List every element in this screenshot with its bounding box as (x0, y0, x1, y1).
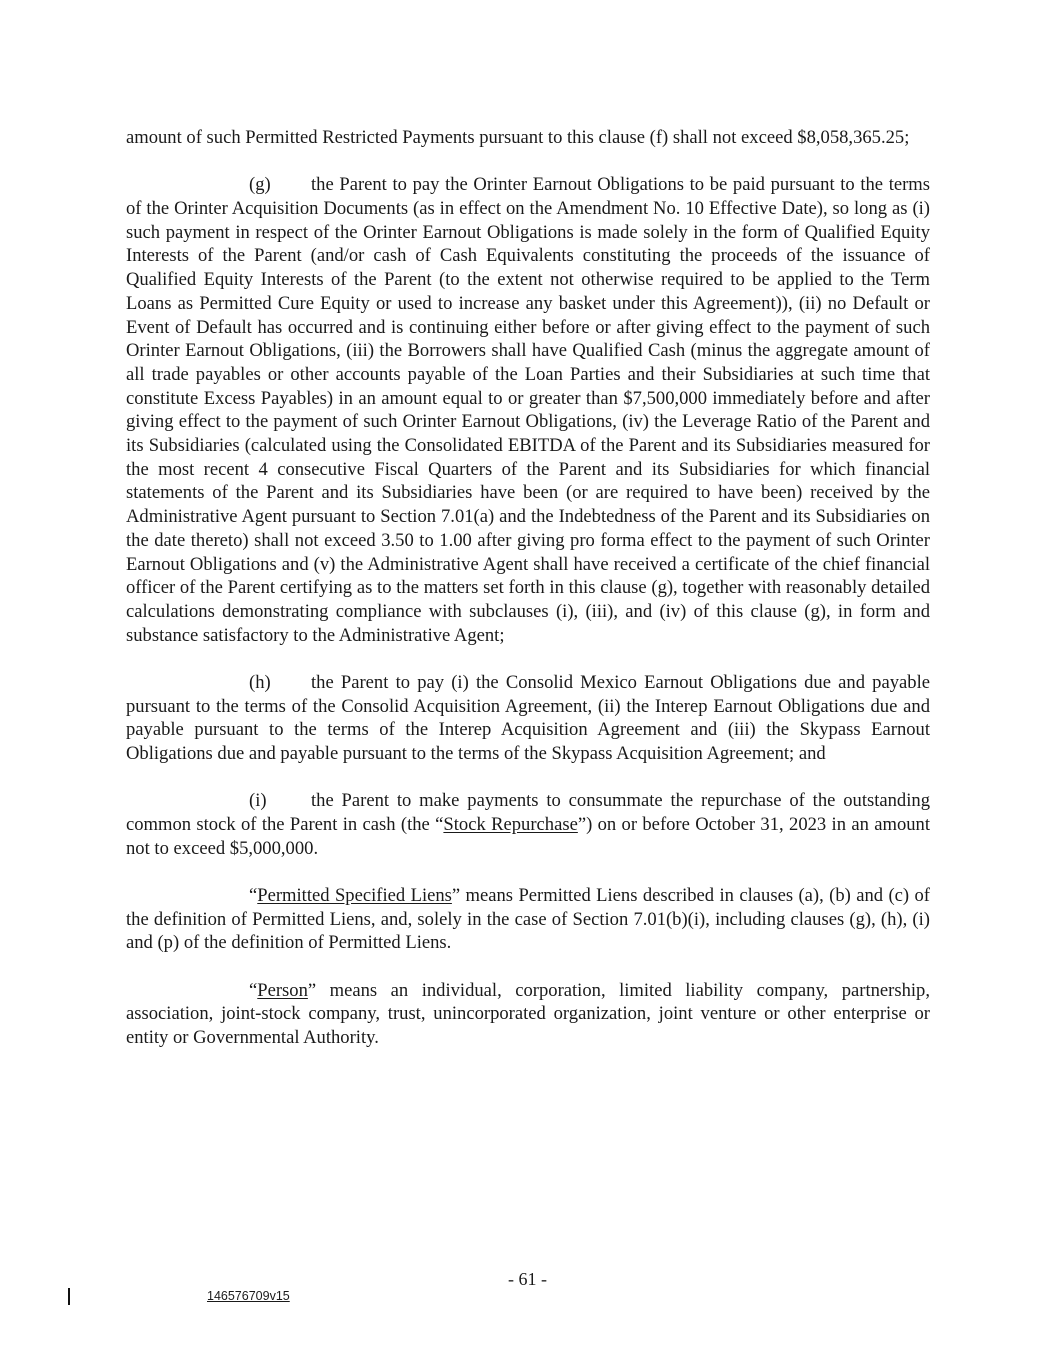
clause-label: (g) (249, 174, 271, 196)
document-body (126, 126, 930, 1073)
clause-text: the Parent to pay the Orinter Earnout Obligations to be paid pursuant to the terms of the Orinter Acquisition Documents (as in effect on the Amendment No. 10 Effective Date), so long as (i) such payment in respect of the Orinter Earnout Obligations is made solely in the form of Qualified Equity Interests of the Parent (and/or cash of Cash Equivalents constituting the proceeds of the issuance of Qualified Equity Interests of the Parent (to the extent not otherwise required to be applied to the Term Loans as Permitted Cure Equity or used to increase any basket under this Agreement)), (ii) no Default or Event of Default has occurred and is continuing either before or after giving effect to the payment of such Orinter Earnout Obligations, (iii) the Borrowers shall have Qualified Cash (minus the aggregate amount of all trade payables or other accounts payable of the Loan Parties and their Subsidiaries at such time that constitute Excess Payables) in an amount equal to or greater than $7,500,000 immediately before and after giving effect to the payment of such Orinter Earnout Obligations, (iv) the Leverage Ratio of the Parent and its Subsidiaries (calculated using the Consolidated EBITDA of the Parent and its Subsidiaries measured for the most recent 4 consecutive Fiscal Quarters of the Parent and its Subsidiaries for which financial statements of the Parent and its Subsidiaries have been (or are required to have been) received by the Administrative Agent pursuant to Section 7.01(a) and the Indebtedness of the Parent and its Subsidiaries on the date thereto) shall not exceed 3.50 to 1.00 after giving pro forma effect to the payment of such Orinter Earnout Obligations and (v) the Administrative Agent shall have received a certificate of the chief financial officer of the Parent certifying as to the matters set forth in this clause (g), together with reasonably detailed calculations demonstrating compliance with subclauses (i), (iii), and (iv) of this clause (g), in form and substance satisfactory to the Administrative Agent; (126, 174, 930, 646)
definition-text: ” means Permitted Liens described in clauses (a), (b) and (c) of the definition of Permitted Liens, and, solely in the case of Section 7.01(b)(i), including clauses (g), (h), (i) and (p) of the definition of Permitted Liens. (126, 885, 930, 954)
definition-permitted-specified-liens (126, 884, 930, 955)
paragraph-f-continuation (126, 126, 930, 150)
definition-text: ” means an individual, corporation, limited liability company, partnership, association, joint-stock company, trust, unincorporated organization, joint venture or other enterprise or entity or Governmental Authority. (126, 979, 930, 1049)
clause-text-before: the Parent to make payments to consummate the repurchase of the outstanding common stock of the Parent in cash (the “ (126, 790, 930, 836)
clause-g (126, 173, 930, 647)
clause-i (126, 789, 930, 860)
definition-person (126, 979, 930, 1050)
clause-text-after: ”) on or before October 31, 2023 in an amount not to exceed $5,000,000. (126, 814, 931, 859)
open-quote: “ (249, 979, 258, 1001)
clause-text: the Parent to pay (i) the Consolid Mexico Earnout Obligations due and payable pursuant to the terms of the Consolid Acquisition Agreement, (ii) the Interep Earnout Obligations due and payable pursuant to the terms of the Interep Acquisition Agreement and (iii) the Skypass Earnout Obligations due and payable pursuant to the terms of the Skypass Acquisition Agreement; and (126, 671, 930, 765)
change-bar (68, 1288, 70, 1305)
clause-h (126, 671, 930, 766)
open-quote: “ (249, 885, 258, 907)
page-number: - 61 - (508, 1269, 547, 1289)
defined-term: Permitted Specified Liens (257, 885, 452, 907)
clause-label: (i) (249, 790, 267, 812)
document-id: 146576709v15 (207, 1289, 290, 1303)
paragraph-text: amount of such Permitted Restricted Payments pursuant to this clause (f) shall not exceed $8,058,365.25; (126, 127, 910, 148)
clause-label: (h) (249, 671, 271, 693)
defined-term: Person (257, 979, 308, 1001)
defined-term-stock-repurchase: Stock Repurchase (443, 814, 578, 836)
